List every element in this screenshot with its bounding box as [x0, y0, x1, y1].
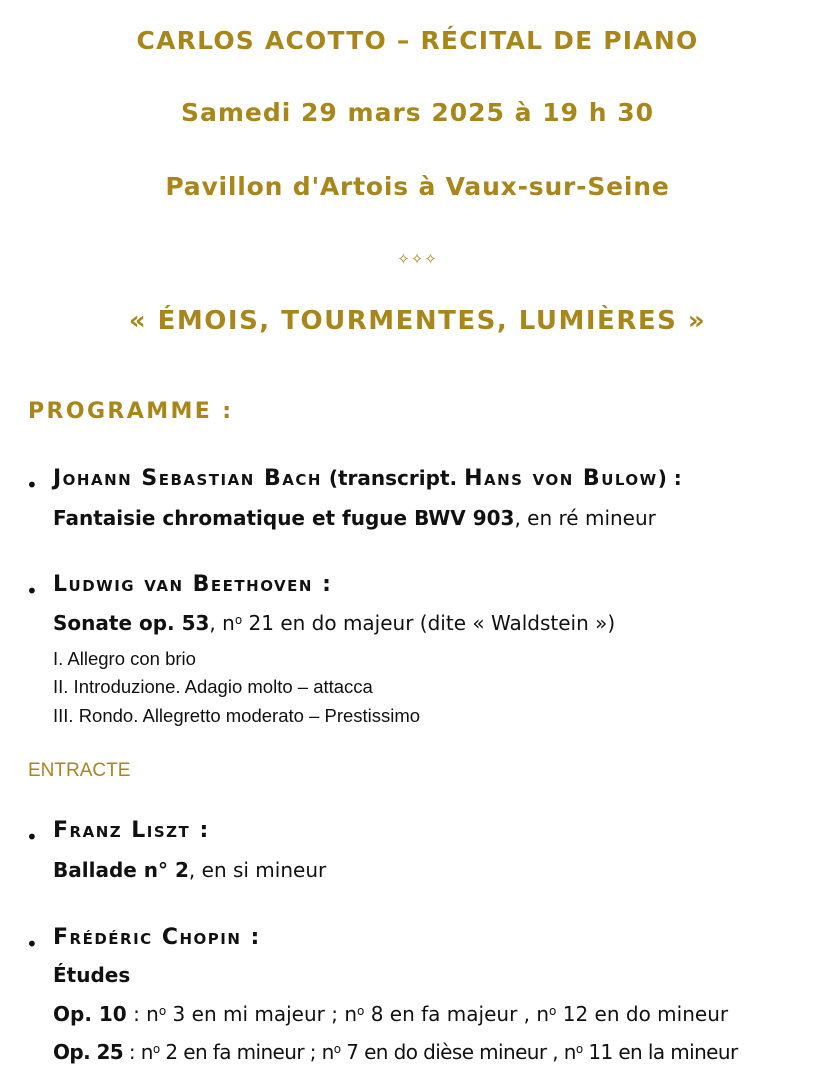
- etudes-heading: [53, 963, 130, 987]
- transcription-prefix: (transcript.: [321, 466, 465, 490]
- op10-line: [53, 1002, 728, 1026]
- op25-part-b: 2 en fa mineur ; n: [159, 1040, 334, 1064]
- bullet-icon: •: [26, 932, 38, 956]
- op25-part-a: : n: [123, 1040, 153, 1064]
- op10-part-c: 8 en fa majeur , n: [364, 1002, 550, 1026]
- op10-part-b: 3 en mi majeur ; n: [166, 1002, 358, 1026]
- movement-2: II. Introduzione. Adagio molto – attacca: [53, 676, 373, 697]
- ordinal-sup: o: [357, 1004, 365, 1018]
- concert-date: Samedi 29 mars 2025 à 19 h 30: [180, 98, 655, 127]
- opus-label: Op. 10: [53, 1002, 127, 1026]
- concert-venue: Pavillon d'Artois à Vaux-sur-Seine: [165, 172, 670, 201]
- work-key: 21 en do majeur (dite « Waldstein »): [242, 611, 616, 635]
- programme-heading: PROGRAMME :: [28, 399, 234, 424]
- ordinal-sup: o: [549, 1004, 557, 1018]
- work-number: , n: [209, 611, 235, 635]
- composer-name: Ludwig van Beethoven :: [53, 572, 333, 597]
- work-key: , en ré mineur: [514, 506, 656, 530]
- ordinal-sup: o: [575, 1042, 583, 1056]
- op10-part-d: 12 en do mineur: [556, 1002, 729, 1026]
- bullet-icon: •: [26, 579, 38, 603]
- ordinal-sup: o: [234, 613, 243, 627]
- composer-bach: Johann Sebastian Bach: [53, 466, 322, 491]
- opus-label: Op. 25: [53, 1040, 124, 1064]
- movement-1: I. Allegro con brio: [53, 648, 196, 669]
- op25-part-c: 7 en do dièse mineur , n: [340, 1040, 576, 1064]
- ordinal-sup: o: [333, 1042, 341, 1056]
- work-line: [53, 858, 326, 882]
- work-line: [53, 506, 656, 530]
- ordinal-sup: o: [152, 1042, 160, 1056]
- work-title: Fantaisie chromatique et fugue BWV 903: [53, 506, 515, 530]
- movement-3: III. Rondo. Allegretto moderato – Prestissimo: [53, 705, 421, 726]
- work-key: , en si mineur: [188, 858, 327, 882]
- entracte-label: ENTRACTE: [28, 760, 131, 781]
- work-title: Sonate op. 53: [53, 611, 210, 635]
- work-title: Ballade n° 2: [53, 858, 189, 882]
- op10-part-a: : n: [126, 1002, 159, 1026]
- bullet-icon: •: [26, 473, 38, 497]
- programme-theme: « ÉMOIS, TOURMENTES, LUMIÈRES »: [128, 306, 707, 336]
- concert-title: CARLOS ACOTTO – RÉCITAL DE PIANO: [136, 26, 699, 55]
- composer-name: Frédéric Chopin :: [53, 925, 261, 950]
- op25-line: [53, 1040, 738, 1064]
- ordinal-sup: o: [158, 1004, 167, 1018]
- transcriber-name: Hans von Bulow: [464, 466, 658, 491]
- composer-suffix: ) :: [657, 466, 682, 490]
- op25-part-d: 11 en la mineur: [582, 1040, 738, 1064]
- work-line: [53, 611, 615, 635]
- composer-name: Franz Liszt :: [53, 818, 210, 843]
- composer-name: [53, 466, 682, 491]
- bullet-icon: •: [26, 825, 38, 849]
- work-title: Études: [53, 963, 131, 987]
- ornament-stars-icon: ✧✧✧: [397, 250, 438, 268]
